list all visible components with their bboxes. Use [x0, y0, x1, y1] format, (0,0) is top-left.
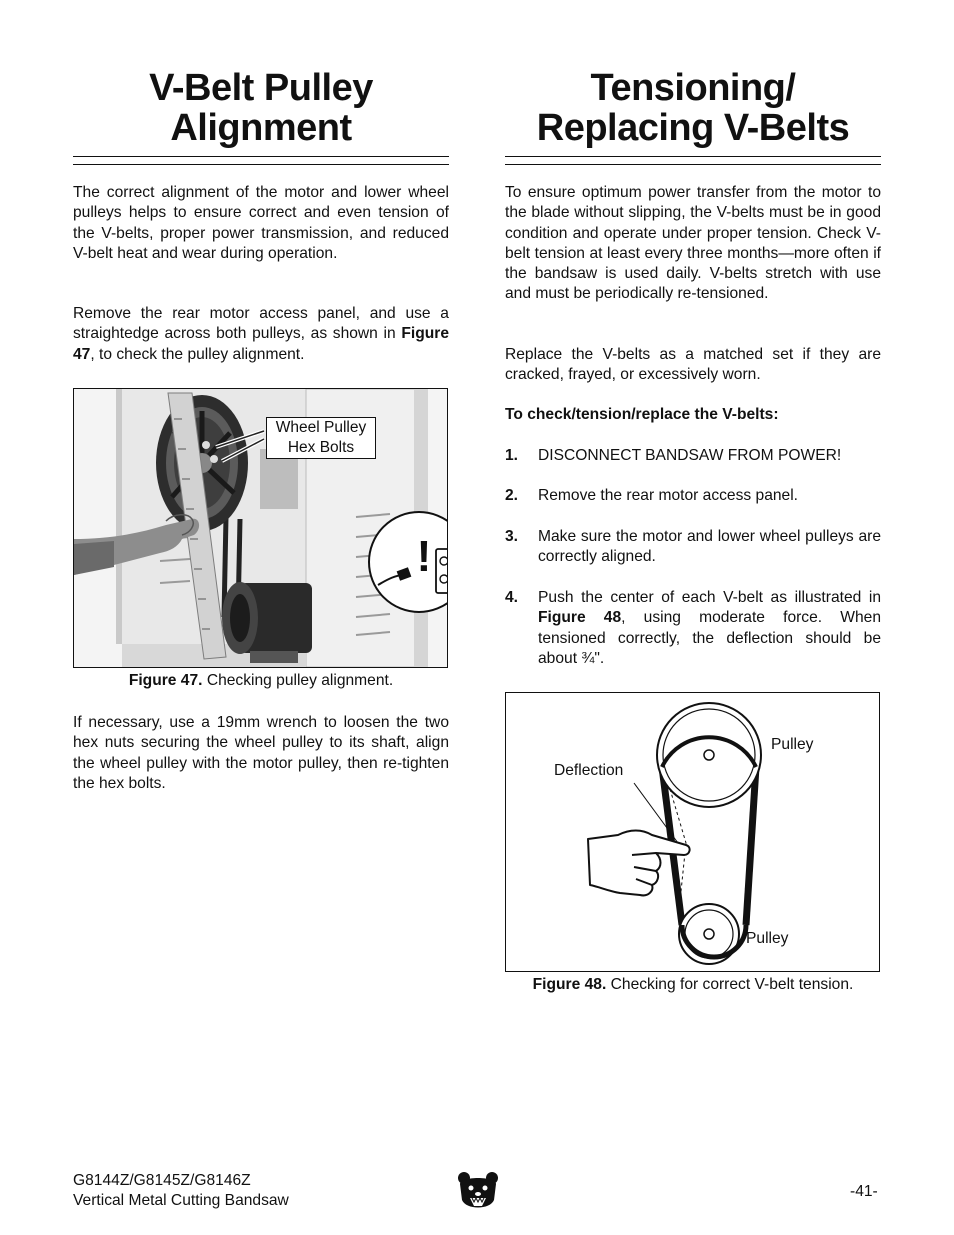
hex-bolt-adjustment-paragraph: If necessary, use a 19mm wrench to loosen the two hex nuts securing the wheel pulley to its shaft, align the wheel pulley with the motor pulley, then re-tighten the hex bolts. — [73, 714, 449, 792]
section-title-pulley-alignment: V-Belt Pulley Alignment — [149, 67, 373, 149]
belt-deflection-diagram — [506, 693, 879, 971]
label-top-pulley: Pulley — [771, 736, 814, 753]
title-rule-top — [505, 156, 881, 157]
title-rule-bottom — [505, 164, 881, 165]
figure-47-reference: Figure 47 — [73, 325, 449, 363]
alignment-intro-paragraph: The correct alignment of the motor and lower wheel pulleys helps to ensure correct and even tension of the V-belts, proper power transmission, and reduced V-belt heat and wear during operation. — [73, 184, 449, 262]
tension-intro-paragraph: To ensure optimum power transfer from the motor to the blade without slipping, the V-belts must be in good condition and operate under proper tension. Check V-belt tension at least every three months—more often if the bandsaw is used daily. V-belts stretch with use and must be periodically re-tensioned. — [505, 184, 881, 303]
step-1: 1. DISCONNECT BANDSAW FROM POWER! — [505, 447, 842, 464]
page-number: -41- — [850, 1183, 878, 1200]
pulley-alignment-photo — [74, 389, 447, 667]
step-4: 4. Push the center of each V-belt as illustrated in Figure 48, using moderate force. When tensioned correctly, the deflection should be about ¾". — [505, 589, 881, 667]
label-deflection: Deflection — [554, 762, 624, 779]
figure-48-caption: Figure 48. Checking for correct V-belt tension. — [532, 976, 854, 993]
step-3: 3. Make sure the motor and lower wheel pulleys are correctly aligned. — [505, 528, 881, 566]
alignment-instruction-paragraph: Remove the rear motor access panel, and use a straightedge across both pulleys, as shown in Figure 47, to check the pulley alignment. — [73, 305, 449, 363]
bear-logo — [456, 1170, 500, 1214]
title-rule-top — [73, 156, 449, 157]
svg-text:!: ! — [416, 532, 432, 581]
section-title-tensioning: Tensioning/ Replacing V-Belts — [536, 67, 850, 149]
figure-47-caption: Figure 47. Checking pulley alignment. — [128, 672, 394, 689]
figure-47 — [73, 388, 448, 668]
step-2: 2. Remove the rear motor access panel. — [505, 487, 799, 504]
replace-belts-paragraph: Replace the V-belts as a matched set if they are cracked, frayed, or excessively worn. — [505, 346, 881, 384]
model-numbers: G8144Z/G8145Z/G8146Z — [73, 1172, 251, 1189]
product-name: Vertical Metal Cutting Bandsaw — [73, 1192, 289, 1209]
label-bottom-pulley: Pulley — [746, 930, 789, 947]
figure-48-reference: Figure 48 — [538, 609, 622, 627]
title-rule-bottom — [73, 164, 449, 165]
procedure-heading: To check/tension/replace the V-belts: — [505, 406, 779, 423]
bear-logo-icon — [456, 1170, 500, 1214]
figure-48 — [505, 692, 880, 972]
wheel-pulley-hex-bolts-callout: Wheel Pulley Hex Bolts — [266, 417, 376, 459]
footer-model — [73, 1171, 289, 1211]
